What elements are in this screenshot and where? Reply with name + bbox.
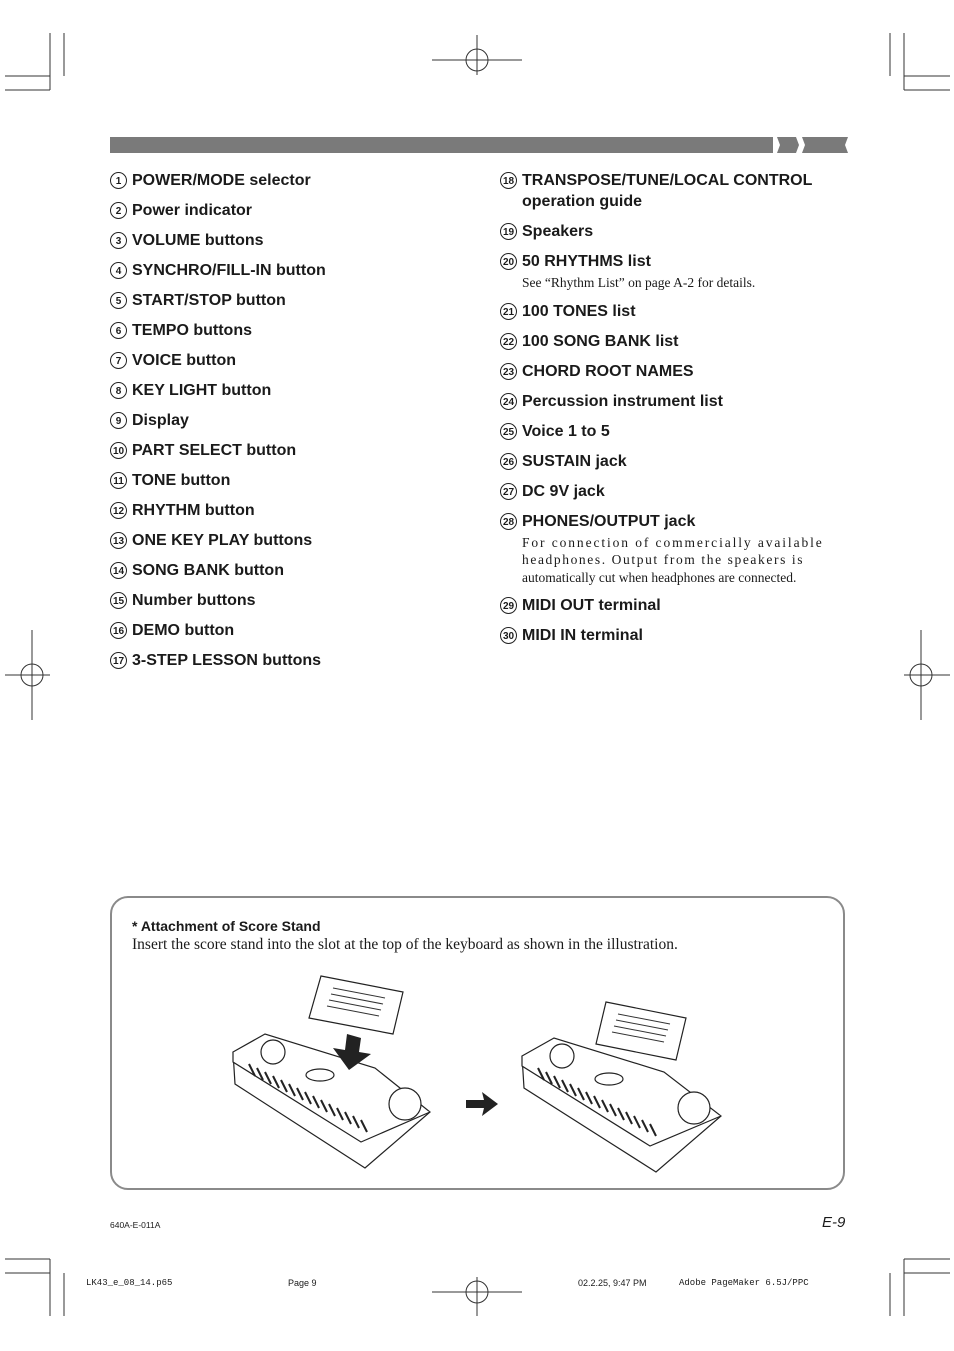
list-item [110,200,470,221]
item-label: PHONES/OUTPUT jack [522,512,696,530]
item-number: 7 [110,352,127,369]
list-item [500,391,850,412]
item-note-line: automatically cut when headphones are connected. [522,569,797,585]
item-number: 16 [110,622,127,639]
list-item [500,511,850,587]
list-item [500,301,850,322]
item-label: Speakers [522,223,594,240]
item-number: 9 [110,412,127,429]
list-item [110,290,470,311]
list-item [110,230,470,251]
item-label: Number buttons [132,592,256,609]
item-number: 28 [500,513,517,530]
slug-application: Adobe PageMaker 6.5J/PPC [679,1278,809,1288]
list-item [110,650,470,671]
item-number: 1 [110,172,127,189]
item-number: 22 [500,333,517,350]
item-note-line: headphones. Output from the speakers is [522,552,805,567]
list-item [110,620,470,641]
item-label: DC 9V jack [522,482,605,500]
list-item [500,481,850,502]
item-number: 15 [110,592,127,609]
item-label: 50 RHYTHMS list [522,253,651,270]
list-item [110,380,470,401]
item-number: 17 [110,652,127,669]
item-label: PART SELECT button [132,442,297,459]
item-number: 18 [500,172,517,189]
slug-filename: LK43_e_08_14.p65 [86,1278,173,1288]
item-number: 8 [110,382,127,399]
item-number: 30 [500,627,517,644]
item-label: SONG BANK button [132,562,284,579]
list-item [500,221,850,242]
item-label: VOICE button [132,352,236,369]
item-number: 21 [500,303,517,320]
score-stand-title: * Attachment of Score Stand [132,918,321,934]
list-item [110,560,470,581]
list-item [500,625,850,646]
item-label: Power indicator [132,202,253,219]
list-item [500,421,850,442]
list-item [110,350,470,371]
list-item [110,590,470,611]
item-number: 27 [500,483,517,500]
item-label: ONE KEY PLAY buttons [132,532,313,549]
header-bar [110,137,848,153]
slug-page: Page 9 [288,1278,317,1288]
item-label: CHORD ROOT NAMES [522,362,694,380]
item-label: Display [132,412,189,429]
item-label: START/STOP button [132,292,286,309]
list-item [110,410,470,431]
item-note-line: For connection of commercially available [522,534,824,550]
keyboard-before-illustration [225,972,437,1174]
component-list-left [110,170,470,680]
list-item [500,451,850,472]
list-item [500,595,850,616]
item-number: 19 [500,223,517,240]
list-item [110,320,470,341]
item-number: 2 [110,202,127,219]
item-label: Percussion instrument list [522,392,723,410]
page-number: E-9 [822,1214,846,1231]
item-label: RHYTHM button [132,502,255,519]
item-number: 20 [500,253,517,270]
item-number: 25 [500,423,517,440]
list-item [500,170,850,212]
list-item [500,331,850,352]
item-number: 29 [500,597,517,614]
item-number: 23 [500,363,517,380]
list-item [110,170,470,191]
item-number: 5 [110,292,127,309]
item-label: POWER/MODE selector [132,172,311,189]
item-number: 10 [110,442,127,459]
item-label: 100 TONES list [522,302,636,320]
component-list-right [500,170,850,655]
item-label: SUSTAIN jack [522,452,627,470]
item-label: Voice 1 to 5 [522,422,610,440]
slug-date: 02.2.25, 9:47 PM [578,1278,647,1288]
item-label: TONE button [132,472,231,489]
item-label: MIDI IN terminal [522,627,643,644]
item-label: MIDI OUT terminal [522,597,661,614]
list-item [110,470,470,491]
document-code: 640A-E-011A [110,1220,161,1230]
item-number: 3 [110,232,127,249]
item-label: SYNCHRO/FILL-IN button [132,262,326,279]
item-label: TRANSPOSE/TUNE/LOCAL CONTROL operation guide [522,172,813,210]
item-label: 3-STEP LESSON buttons [132,652,322,669]
list-item [110,260,470,281]
item-label: 100 SONG BANK list [522,332,679,350]
item-label: VOLUME buttons [132,232,264,249]
item-note: See “Rhythm List” on page A-2 for details. [522,275,756,290]
item-label: TEMPO buttons [132,322,252,339]
right-arrow-icon [464,1090,500,1118]
list-item [500,251,850,292]
list-item [110,500,470,521]
item-number: 24 [500,393,517,410]
item-number: 11 [110,472,127,489]
list-item [500,361,850,382]
item-number: 14 [110,562,127,579]
list-item [110,440,470,461]
item-number: 26 [500,453,517,470]
item-label: DEMO button [132,622,235,639]
item-number: 13 [110,532,127,549]
item-number: 6 [110,322,127,339]
item-number: 4 [110,262,127,279]
item-label: KEY LIGHT button [132,382,272,399]
score-stand-text: Insert the score stand into the slot at the top of the keyboard as shown in the illustration. [132,936,678,953]
list-item [110,530,470,551]
keyboard-after-illustration [516,996,726,1176]
item-number: 12 [110,502,127,519]
